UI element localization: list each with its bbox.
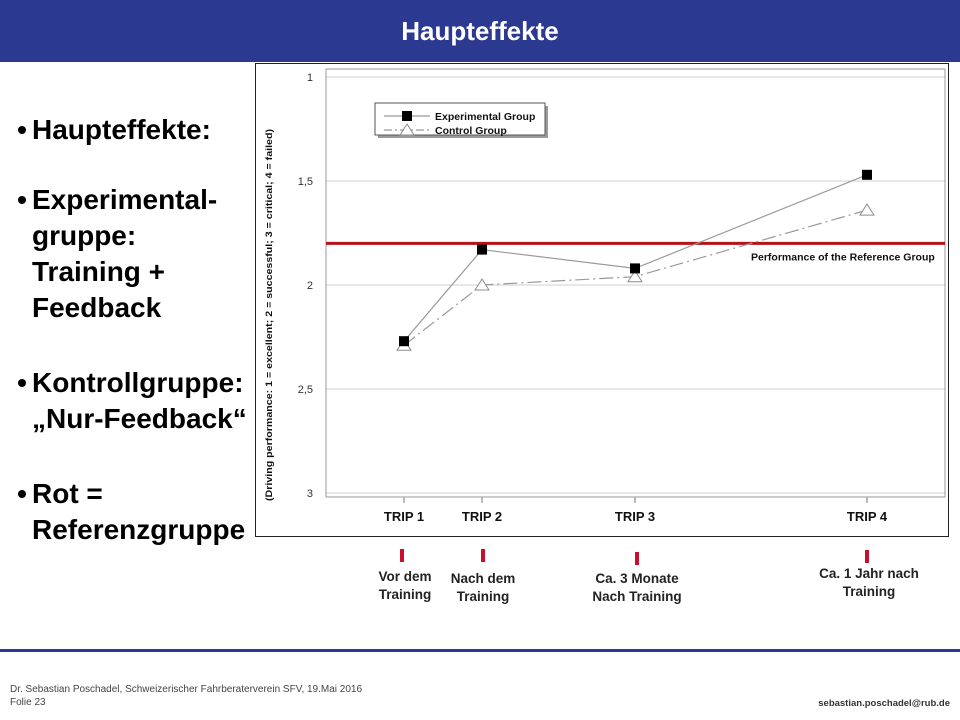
- timeline-label-line: Training: [378, 587, 432, 602]
- footer-email: sebastian.poschadel@rub.de: [818, 698, 950, 709]
- bullet-text-line: gruppe:: [32, 220, 137, 251]
- data-point-experimental-group: [399, 336, 409, 346]
- y-tick-label: 3: [306, 488, 313, 500]
- timeline-label-line: Vor dem: [378, 569, 432, 584]
- bullet-text-line: Rot =: [32, 478, 103, 509]
- bullet-text-line: „Nur-Feedback“: [32, 403, 247, 434]
- bullet-marker-icon: [18, 126, 26, 134]
- reference-line-label: Performance of the Reference Group: [751, 251, 935, 264]
- chart-legend: [375, 103, 548, 138]
- data-point-control-group: [860, 204, 874, 215]
- timeline-label: [799, 565, 939, 601]
- timeline-marker: [400, 549, 404, 562]
- chart-labels: [298, 72, 935, 524]
- timeline-label-line: Ca. 3 Monate: [595, 571, 679, 586]
- timeline-label: [413, 570, 553, 606]
- x-tick-label: TRIP 1: [383, 509, 425, 524]
- chart-grid: [326, 77, 945, 503]
- bullet-text: [32, 365, 247, 437]
- y-axis-label: (Driving performance: 1 = excellent; 2 = successful; 3 = critical; 4 = failed): [264, 168, 275, 501]
- chart-figure: [255, 63, 949, 537]
- timeline-label-line: Training: [456, 589, 510, 604]
- y-tick-label: 2,5: [297, 384, 313, 396]
- x-tick-label: TRIP 4: [846, 509, 888, 524]
- bullet-text-line: Haupteffekte:: [32, 114, 211, 145]
- legend-label-experimental: Experimental Group: [435, 111, 536, 123]
- bullet-text: [32, 182, 217, 326]
- bullet-text-line: Referenzgruppe: [32, 514, 246, 545]
- y-tick-label: 1: [306, 72, 313, 84]
- legend-square-marker-icon: [402, 111, 412, 121]
- bullet-text-line: Experimental-: [32, 184, 218, 215]
- bullet-text: [32, 476, 245, 548]
- bullet-marker-icon: [18, 196, 26, 204]
- bullet-marker-icon: [18, 490, 26, 498]
- data-point-experimental-group: [630, 263, 640, 273]
- bullet-text-line: Kontrollgruppe:: [32, 367, 244, 398]
- slide-header: [0, 0, 960, 62]
- slide-number: Folie 23: [10, 697, 46, 708]
- timeline-label-line: Nach dem: [450, 571, 516, 586]
- x-tick-label: TRIP 2: [461, 509, 503, 524]
- bullet-text-line: Training +: [32, 256, 166, 287]
- bullet-marker-icon: [18, 379, 26, 387]
- bullet-text: [32, 112, 211, 148]
- footer-divider: [0, 649, 960, 652]
- slide-title: Haupteffekte: [401, 16, 559, 46]
- data-point-experimental-group: [477, 245, 487, 255]
- x-tick-label: TRIP 3: [614, 509, 656, 524]
- timeline-marker: [635, 552, 639, 565]
- timeline-label-line: Ca. 1 Jahr nach: [819, 566, 919, 581]
- line-chart: [256, 64, 948, 536]
- timeline-label-line: Training: [842, 584, 896, 599]
- data-point-experimental-group: [862, 170, 872, 180]
- timeline-marker: [865, 550, 869, 563]
- footer-author-line: Dr. Sebastian Poschadel, Schweizerischer Fahrberaterverein SFV, 19.Mai 2016: [10, 684, 363, 695]
- y-tick-label: 1,5: [297, 176, 313, 188]
- timeline-marker: [481, 549, 485, 562]
- y-tick-label: 2: [306, 280, 313, 292]
- legend-label-control: Control Group: [435, 125, 507, 137]
- timeline-label: [567, 570, 707, 606]
- bullet-text-line: Feedback: [32, 292, 162, 323]
- timeline-label-line: Nach Training: [592, 589, 682, 604]
